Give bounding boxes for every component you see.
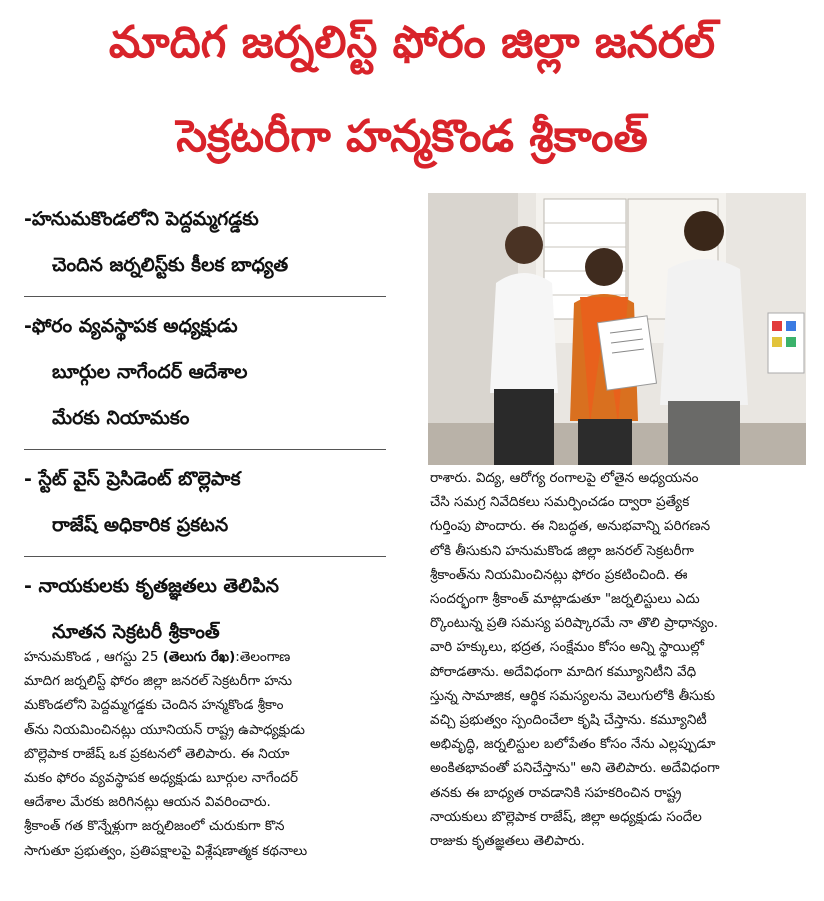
article-line: పోరాడతాను. అదేవిధంగా మాదిగ కమ్యూనిటీని వేధి bbox=[430, 663, 697, 680]
article-line: త్‌ను నియమించినట్లు యూనియన్ రాష్ట్ర ఉపాధ్యక్షుడు bbox=[24, 721, 305, 738]
article-text: :తెలంగాణ bbox=[235, 649, 291, 665]
article-line: స్తున్న సామాజిక, ఆర్థిక సమస్యలను వెలుగులోకి తీసుకు bbox=[430, 687, 716, 704]
highlight-item bbox=[24, 297, 386, 450]
highlight-line: -హనుమకొండలోని పెద్దమ్మగడ్డకు bbox=[24, 208, 259, 230]
news-photo bbox=[428, 193, 806, 465]
article-line: అంకితభావంతో పనిచేస్తాను" అని తెలిపారు. అదేవిధంగా bbox=[430, 760, 720, 777]
article-line: మాదిగ జర్నలిస్ట్ ఫోరం జిల్లా జనరల్ సెక్రటరీగా హను bbox=[24, 673, 292, 690]
article-line: లోకి తీసుకుని హనుమకొండ జిల్లా జనరల్ సెక్రటరీగా bbox=[430, 542, 694, 559]
highlight-line: రాజేష్ అధికారిక ప్రకటన bbox=[52, 514, 229, 536]
highlight-line: - నాయకులకు కృతజ్ఞతలు తెలిపిన bbox=[24, 575, 279, 597]
highlight-item bbox=[24, 450, 386, 557]
highlight-line: మేరకు నియామకం bbox=[52, 407, 190, 429]
photo-illustration bbox=[428, 193, 806, 465]
article-line: మకం ఫోరం వ్యవస్థాపక అధ్యక్షుడు బూర్గుల నాగేందర్ bbox=[24, 770, 299, 787]
article-line: వచ్చి ప్రభుత్వం స్పందించేలా కృషి చేస్తాను. కమ్యూనిటీ bbox=[430, 712, 707, 729]
article-line: వారి హక్కులు, భద్రత, సంక్షేమం కోసం అన్ని స్థాయిల్లో bbox=[430, 639, 705, 656]
article-line: గుర్తింపు పొందారు. ఈ నిబద్ధత, అనుభవాన్ని పరిగణన bbox=[430, 518, 711, 535]
highlight-item bbox=[24, 190, 386, 297]
article-line: రాశారు. విద్య, ఆరోగ్య రంగాలపై లోతైన అధ్యయనం bbox=[430, 470, 699, 486]
dateline: హనుమకొండ , ఆగస్టు 25 bbox=[24, 649, 163, 665]
article-line: ఆదేశాల మేరకు జరిగినట్లు ఆయన వివరించారు. bbox=[24, 794, 271, 811]
article-line: అభివృద్ధి, జర్నలిస్టుల బలోపేతం కోసం నేను ఎల్లప్పుడూ bbox=[430, 736, 716, 753]
article-line: చేసి సమగ్ర నివేదికలు సమర్పించడం ద్వారా ప్రత్యేక bbox=[430, 494, 690, 511]
article-line: శ్రీకాంత్ గత కొన్నేళ్లుగా జర్నలిజంలో చురుకుగా కొన bbox=[24, 818, 285, 835]
highlight-line: నూతన సెక్రటరీ శ్రీకాంత్ bbox=[52, 621, 220, 643]
article-line: తనకు ఈ బాధ్యత రావడానికి సహకరించిన రాష్ట్ర bbox=[430, 784, 682, 801]
article-line: ర్కొంటున్న ప్రతి సమస్య పరిష్కారమే నా తొలి ప్రాధాన్యం. bbox=[430, 615, 719, 632]
highlight-line: - స్టేట్ వైస్ ప్రెసిడెంట్ బొల్లెపాక bbox=[24, 468, 241, 490]
highlight-line: బూర్గుల నాగేందర్ ఆదేశాల bbox=[52, 361, 248, 383]
article-column-right bbox=[430, 466, 804, 853]
article-line: మకొండలోని పెద్దమ్మగడ్డకు చెందిన హన్మకొండ శ్రీకాం bbox=[24, 697, 284, 714]
article-line: సాగుతూ ప్రభుత్వం, ప్రతిపక్షాలపై విశ్లేషణాత్మక కథనాలు bbox=[24, 842, 308, 859]
article-line: నాయకులు బొల్లెపాక రాజేష్, జిల్లా అధ్యక్షుడు సందేల bbox=[430, 808, 702, 825]
headline-line-1: మాదిగ జర్నలిస్ట్ ఫోరం జిల్లా జనరల్ bbox=[108, 17, 716, 68]
article-line: సందర్భంగా శ్రీకాంత్ మాట్లాడుతూ "జర్నలిస్టులు ఎదు bbox=[430, 591, 700, 608]
article-line: బొల్లెపాక రాజేష్ ఒక ప్రకటనలో తెలిపారు. ఈ నియా bbox=[24, 745, 290, 762]
headline-line-2: సెక్రటరీగా హన్మకొండ శ్రీకాంత్ bbox=[176, 111, 648, 162]
article-line bbox=[24, 645, 416, 669]
source-credit: (తెలుగు రేఖ) bbox=[162, 649, 236, 665]
highlight-line: చెందిన జర్నలిస్ట్‌కు కీలక బాధ్యత bbox=[52, 254, 289, 276]
article-line: శ్రీకాంత్‌ను నియమించినట్లు ఫోరం ప్రకటించింది. ఈ bbox=[430, 566, 688, 583]
highlight-line: -ఫోరం వ్యవస్థాపక అధ్యక్షుడు bbox=[24, 315, 238, 337]
highlights-list bbox=[24, 190, 386, 663]
article-column-left bbox=[24, 645, 416, 863]
article-line: రాజుకు కృతజ్ఞతలు తెలిపారు. bbox=[430, 833, 585, 850]
